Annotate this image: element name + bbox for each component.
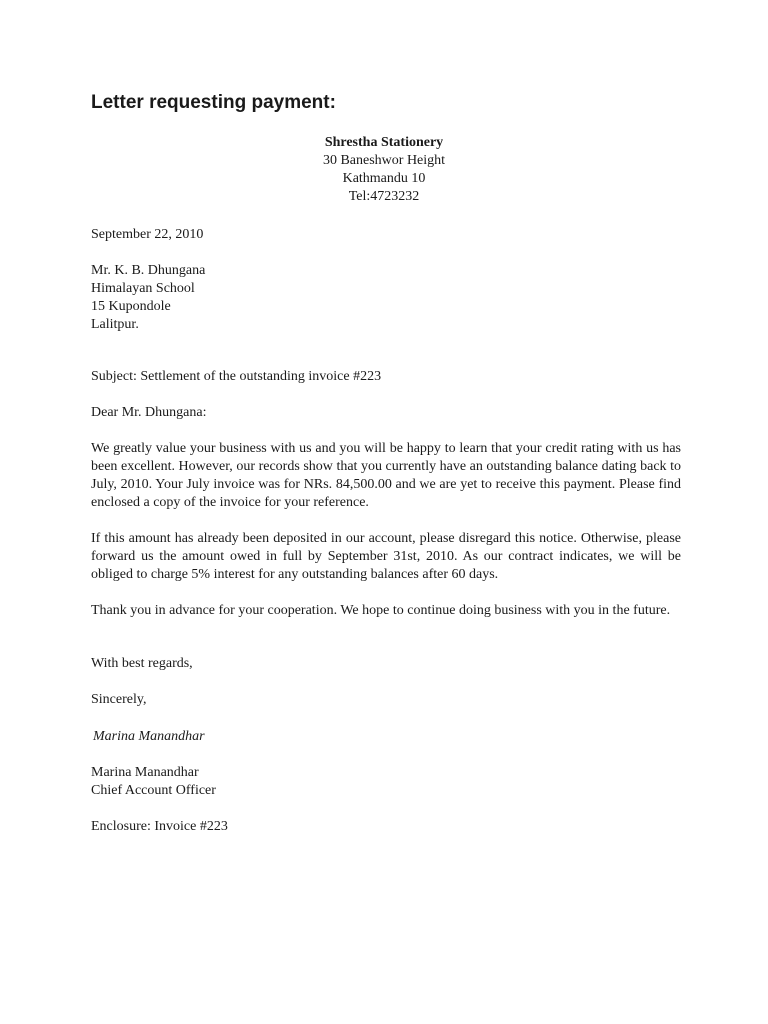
closing-line: Sincerely, <box>91 692 147 707</box>
letter-date: September 22, 2010 <box>91 227 204 242</box>
signer-title: Chief Account Officer <box>91 783 216 798</box>
salutation: Dear Mr. Dhungana: <box>91 405 207 420</box>
regards-line: With best regards, <box>91 656 193 671</box>
sender-phone: Tel:4723232 <box>348 189 420 204</box>
signature: Marina Manandhar <box>93 729 205 744</box>
body-paragraph-1: We greatly value your business with us and you will be happy to learn that your credit rating with us has been excellent. However, our records show that you currently have an outstanding balance dating back to July, 2010. Your July invoice was for NRs. 84,500.00 and we are yet to receive this payment. Please find enclosed a copy of the invoice for your reference. <box>91 441 681 510</box>
sender-company: Shrestha Stationery <box>324 135 444 150</box>
sender-address-line1: 30 Baneshwor Height <box>322 153 446 168</box>
recipient-address <box>91 262 681 334</box>
letter-subject: Subject: Settlement of the outstanding invoice #223 <box>91 369 382 384</box>
signer-block <box>91 764 681 800</box>
sender-address-line2: Kathmandu 10 <box>342 171 426 186</box>
recipient-organization: Himalayan School <box>91 281 195 296</box>
recipient-address-line1: 15 Kupondole <box>91 299 171 314</box>
page-title: Letter requesting payment: <box>91 92 336 113</box>
body-paragraph-2: If this amount has already been deposited in our account, please disregard this notice. Otherwise, please forward us the amount owed in full by September 31st, 2010. As our contract indicates, we will be obliged to charge 5% interest for any outstanding balances after 60 days. <box>91 531 681 582</box>
recipient-name: Mr. K. B. Dhungana <box>91 263 206 278</box>
recipient-address-line2: Lalitpur. <box>91 317 139 332</box>
body-paragraph-3: Thank you in advance for your cooperation. We hope to continue doing business with you in the future. <box>91 603 671 618</box>
enclosure-line: Enclosure: Invoice #223 <box>91 819 228 834</box>
sender-letterhead <box>0 134 768 206</box>
signer-name: Marina Manandhar <box>91 765 199 780</box>
